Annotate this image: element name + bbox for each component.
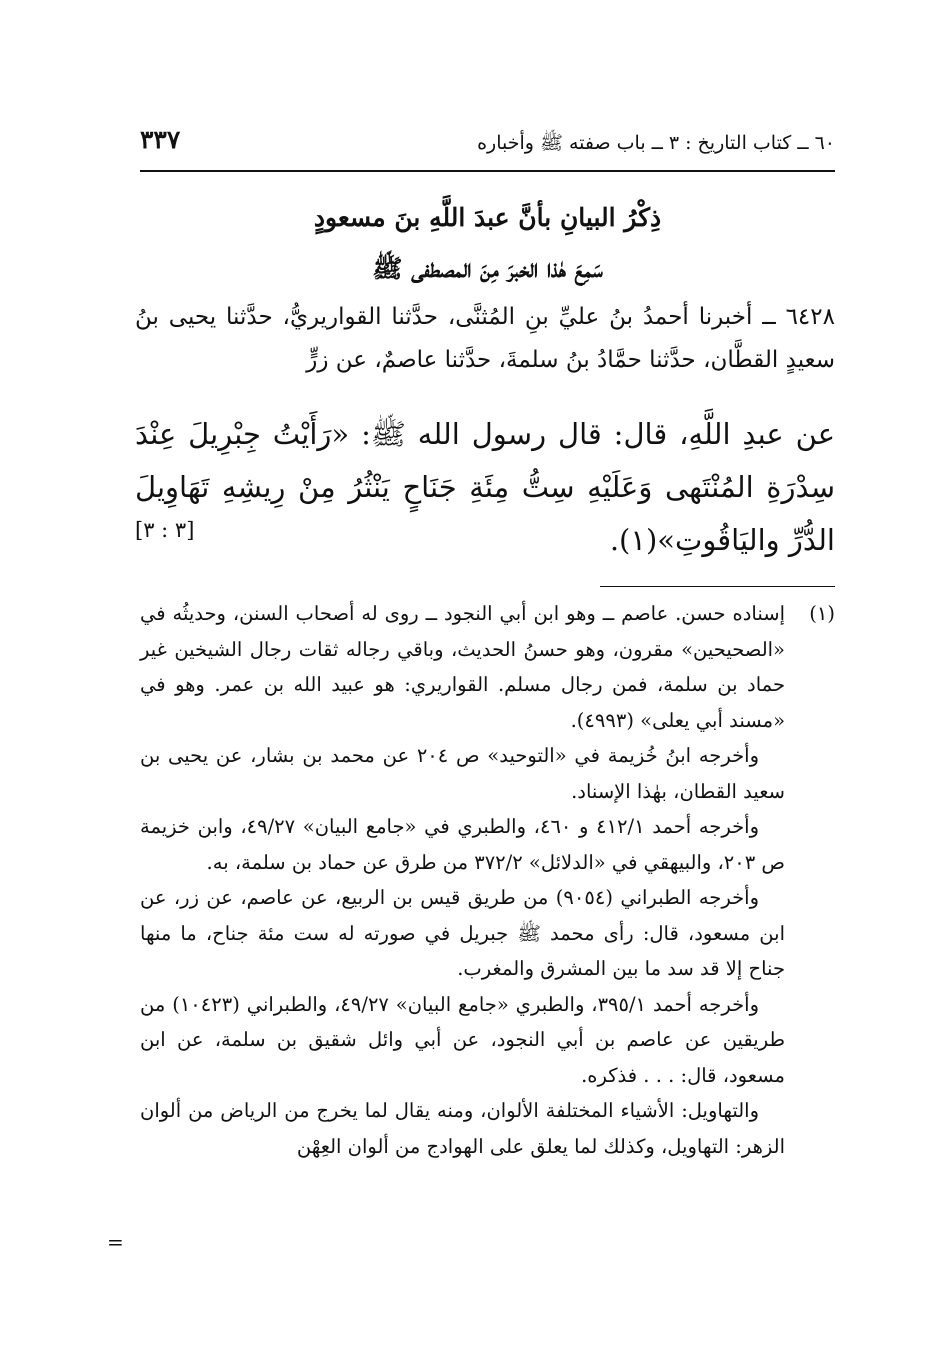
continuation-mark: = <box>107 1230 124 1254</box>
isnad-text: ٦٤٢٨ ــ أخبرنا أحمدُ بنُ عليِّ بنِ المُثنَّى، حدَّثنا القواريريُّ، حدَّثنا يحيى بنُ سعيدٍ القطَّان، حدَّثنا حمَّادُ بنُ سلمةَ، حدَّثنا عاصمٌ، عن زرٍّ <box>135 304 835 373</box>
matn-text: عن عبدِ اللَّهِ، قال: قال رسول الله ﷺ: «رَأَيْتُ جِبْرِيلَ عِنْدَ سِدْرَةِ المُنْتَهى وَعَلَيْهِ سِتُّ مِئَةِ جَنَاحٍ يَنْثُرُ مِنْ رِيشِهِ تَهَاوِيلَ الدُّرِّ واليَاقُوتِ»(١). <box>135 417 835 557</box>
footnote-paragraph: وأخرجه ابنُ خُزيمة في «التوحيد» ص ٢٠٤ عن محمد بن بشار، عن يحيى بن سعيد القطان، بهٰذا الإسناد. <box>140 744 785 803</box>
page-number: ٣٣٧ <box>140 125 181 154</box>
footnotes <box>140 596 835 1164</box>
footnote-paragraph: إسناده حسن. عاصم ــ وهو ابن أبي النجود ــ روى له أصحاب السنن، وحديثُه في «الصحيحين» مقرون، وهو حسنُ الحديث، وباقي رجاله ثقات رجال الشيخين غير حماد بن سلمة، فمن رجال مسلم. القواريري: هو عبيد الله بن عمر. وهو في «مسند أبي يعلى» (٤٩٩٣). <box>140 602 785 732</box>
hadith-matn <box>135 408 835 567</box>
header-rule <box>140 170 835 172</box>
page-header <box>140 125 835 165</box>
footnote-paragraph: وأخرجه أحمد ٤١٢/١ و ٤٦٠، والطبري في «جامع البيان» ٤٩/٢٧، وابن خزيمة ص ٢٠٣، والبيهقي في «الدلائل» ٣٧٢/٢ من طرق عن حماد بن سلمة، به. <box>140 815 785 874</box>
footnote-separator <box>600 586 835 587</box>
section-title <box>140 192 835 294</box>
footnote-paragraph: وأخرجه أحمد ٣٩٥/١، والطبري «جامع البيان» ٤٩/٢٧، والطبراني (١٠٤٢٣) من طريقين عن عاصم بن أبي النجود، عن أبي وائل شقيق بن سلمة، عن ابن مسعود، قال: . . . فذكره. <box>140 992 785 1087</box>
footnote-paragraph: والتهاويل: الأشياء المختلفة الألوان، ومنه يقال لما يخرج من الرياض من ألوان الزهر: التهاويل، وكذلك لما يعلق على الهوادج من ألوان العِهْن <box>140 1099 785 1158</box>
footnote-marker: (١) <box>809 602 835 625</box>
footnote-paragraph: وأخرجه الطبراني (٩٠٥٤) من طريق قيس بن الربيع، عن عاصم، عن زر، عن ابن مسعود، قال: رأى محمد ﷺ جبريل في صورته له ست مئة جناح، ما منها جناح إلا قد سد ما بين المشرق والمغرب. <box>140 886 785 980</box>
running-head: ٦٠ ــ كتاب التاريخ : ٣ ــ باب صفته ﷺ وأخباره <box>477 132 835 154</box>
hadith-reference: [٣ : ٣] <box>135 518 195 542</box>
section-title-line-2: سَمِعَ هٰذا الخبرَ مِنَ المصطفى ﷺ <box>372 254 603 283</box>
section-title-line-1: ذِكْرُ البيانِ بأنَّ عبدَ اللَّهِ بنَ مسعودٍ <box>313 203 662 232</box>
hadith-isnad <box>135 296 835 382</box>
